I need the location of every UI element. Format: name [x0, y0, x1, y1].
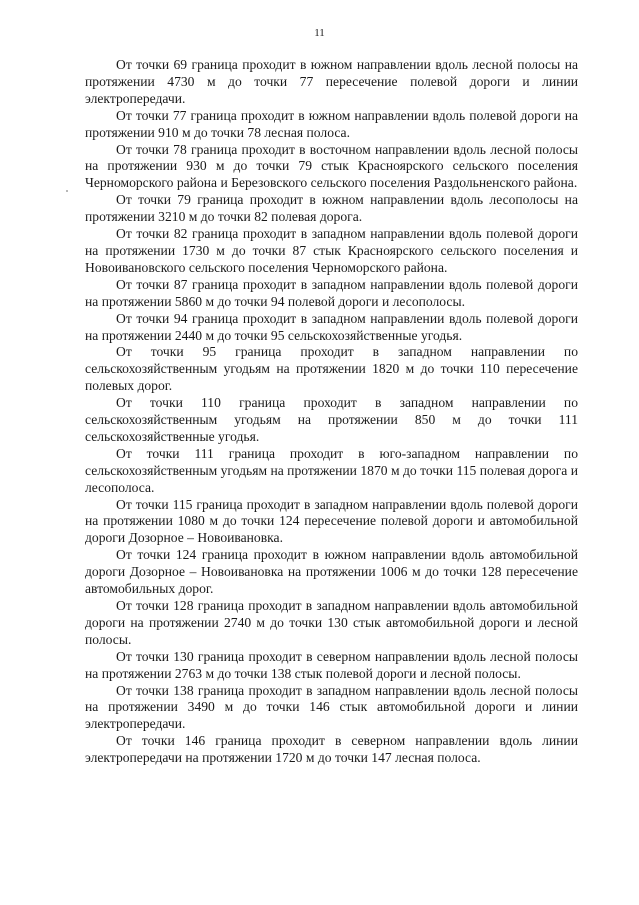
paragraph-point-146: От точки 146 граница проходит в северном направлении вдоль линии электропередачи на протяжении 1720 м до точки 147 лесная полоса.: [85, 733, 578, 766]
paragraph-point-95: От точки 95 граница проходит в западном направлении по сельскохозяйственным угодьям на протяжении 1820 м до точки 110 пересечение полевых дорог.: [85, 344, 578, 394]
page-number: 11: [314, 27, 325, 39]
paragraph-point-124: От точки 124 граница проходит в южном направлении вдоль автомобильной дороги Дозорное – Новоивановка на протяжении 1006 м до точки 128 пересечение автомобильных дорог.: [85, 547, 578, 597]
paragraph-point-77: От точки 77 граница проходит в южном направлении вдоль полевой дороги на протяжении 910 м до точки 78 лесная полоса.: [85, 107, 578, 140]
paragraph-point-130: От точки 130 граница проходит в северном направлении вдоль лесной полосы на протяжении 2763 м до точки 138 стык полевой дороги и лесной полосы.: [85, 648, 578, 681]
paragraph-point-79: От точки 79 граница проходит в южном направлении вдоль лесополосы на протяжении 3210 м до точки 82 полевая дорога.: [85, 192, 578, 225]
paragraph-point-110: От точки 110 граница проходит в западном направлении по сельскохозяйственным угодьям на протяжении 850 м до точки 111 сельскохозяйственные угодья.: [85, 395, 578, 444]
document-body: [85, 57, 578, 767]
paragraph-point-94: От точки 94 граница проходит в западном направлении вдоль полевой дороги на протяжении 2440 м до точки 95 сельскохозяйственные угодья.: [85, 310, 578, 343]
paragraph-point-115: От точки 115 граница проходит в западном направлении вдоль полевой дороги на протяжении 1080 м до точки 124 пересечение полевой дороги и автомобильной дороги Дозорное – Новоивановка.: [85, 496, 578, 546]
paragraph-point-82: От точки 82 граница проходит в западном направлении вдоль полевой дороги на протяжении 1730 м до точки 87 стык Красноярского сельского поселения и Новоивановского сельского поселения Черноморского района.: [85, 226, 578, 275]
paragraph-point-78: От точки 78 граница проходит в восточном направлении вдоль лесной полосы на протяжении 930 м до точки 79 стык Красноярского сельского поселения Черноморского района и Березовского сельского поселения Раздольненского района.: [85, 141, 578, 191]
paragraph-point-69: От точки 69 граница проходит в южном направлении вдоль лесной полосы на протяжении 4730 м до точки 77 пересечение полевой дороги и линии электропередачи.: [85, 57, 578, 106]
paragraph-point-138: От точки 138 граница проходит в западном направлении вдоль лесной полосы на протяжении 3490 м до точки 146 стык автомобильной дороги и линии электропередачи.: [85, 682, 578, 732]
scan-speck: [66, 190, 68, 192]
paragraph-point-87: От точки 87 граница проходит в западном направлении вдоль полевой дороги на протяжении 5860 м до точки 94 полевой дороги и лесополосы.: [85, 276, 578, 309]
paragraph-point-128: От точки 128 граница проходит в западном направлении вдоль автомобильной дороги на протяжении 2740 м до точки 130 стык автомобильной дороги и лесной полосы.: [85, 598, 578, 647]
paragraph-point-111: От точки 111 граница проходит в юго-западном направлении по сельскохозяйственным угодьям на протяжении 1870 м до точки 115 полевая дорога и лесополоса.: [85, 445, 578, 495]
